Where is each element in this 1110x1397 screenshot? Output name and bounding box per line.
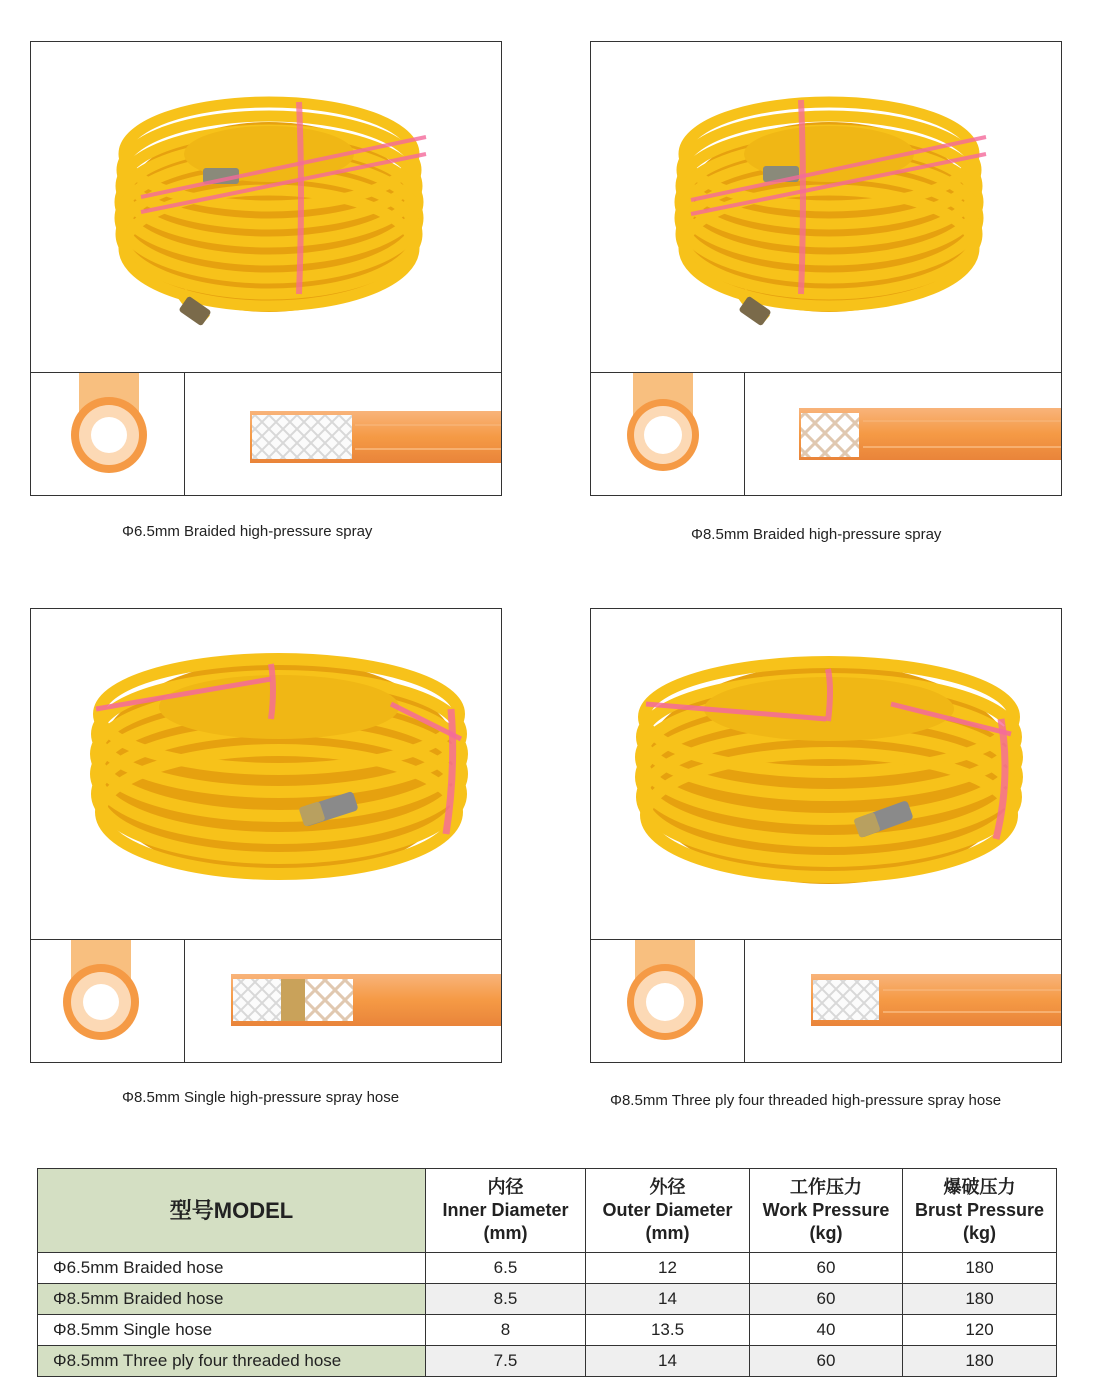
spec-table [37,1168,1057,1377]
table-row [38,1346,1057,1377]
model-cell: Φ6.5mm Braided hose [38,1253,426,1284]
work-pressure-cell: 60 [750,1253,903,1284]
work-pressure-header: 工作压力 Work Pressure (kg) [750,1169,903,1253]
inner-diameter-cell: 8.5 [426,1284,586,1315]
inner-diameter-cell: 6.5 [426,1253,586,1284]
hose-cutaway-2 [745,373,1061,495]
model-cell: Φ8.5mm Braided hose [38,1284,426,1315]
product-card-4 [590,608,1062,1063]
hose-cutaway-4 [745,940,1061,1062]
product-caption-2: Φ8.5mm Braided high-pressure spray [691,526,942,543]
hose-coil-image-3 [31,609,501,940]
work-pressure-cell: 60 [750,1284,903,1315]
work-pressure-cell: 60 [750,1346,903,1377]
table-row [38,1284,1057,1315]
outer-diameter-cell: 14 [586,1346,750,1377]
burst-pressure-cell: 180 [903,1284,1057,1315]
hose-cross-section-2 [591,373,745,495]
model-cell: Φ8.5mm Single hose [38,1315,426,1346]
burst-pressure-header: 爆破压力 Brust Pressure (kg) [903,1169,1057,1253]
hose-coil-illustration [639,662,1019,884]
model-cell: Φ8.5mm Three ply four threaded hose [38,1346,426,1377]
hose-cross-section-3 [31,940,185,1062]
outer-diameter-cell: 12 [586,1253,750,1284]
hose-cross-section-1 [31,373,185,495]
hose-coil-illustration [94,659,464,879]
hose-coil-image-1 [31,42,501,373]
hose-cutaway-1 [185,373,501,495]
product-card-2 [590,41,1062,496]
model-header: 型号MODEL [38,1169,426,1253]
burst-pressure-cell: 120 [903,1315,1057,1346]
table-row [38,1253,1057,1284]
inner-diameter-header: 内径 Inner Diameter (mm) [426,1169,586,1253]
product-caption-4: Φ8.5mm Three ply four threaded high-pressure spray hose [610,1092,1002,1109]
product-card-1 [30,41,502,496]
work-pressure-cell: 40 [750,1315,903,1346]
inner-diameter-cell: 7.5 [426,1346,586,1377]
burst-pressure-cell: 180 [903,1346,1057,1377]
outer-diameter-cell: 13.5 [586,1315,750,1346]
table-row [38,1315,1057,1346]
hose-coil-illustration [679,100,986,326]
inner-diameter-cell: 8 [426,1315,586,1346]
hose-coil-image-4 [591,609,1061,940]
hose-coil-image-2 [591,42,1061,373]
outer-diameter-header: 外径 Outer Diameter (mm) [586,1169,750,1253]
hose-cutaway-3 [185,940,501,1062]
hose-coil-illustration [119,102,426,326]
hose-cross-section-4 [591,940,745,1062]
spec-table-header [38,1169,1057,1253]
product-caption-3: Φ8.5mm Single high-pressure spray hose [122,1089,400,1106]
product-card-3 [30,608,502,1063]
outer-diameter-cell: 14 [586,1284,750,1315]
product-caption-1: Φ6.5mm Braided high-pressure spray [122,523,373,540]
burst-pressure-cell: 180 [903,1253,1057,1284]
